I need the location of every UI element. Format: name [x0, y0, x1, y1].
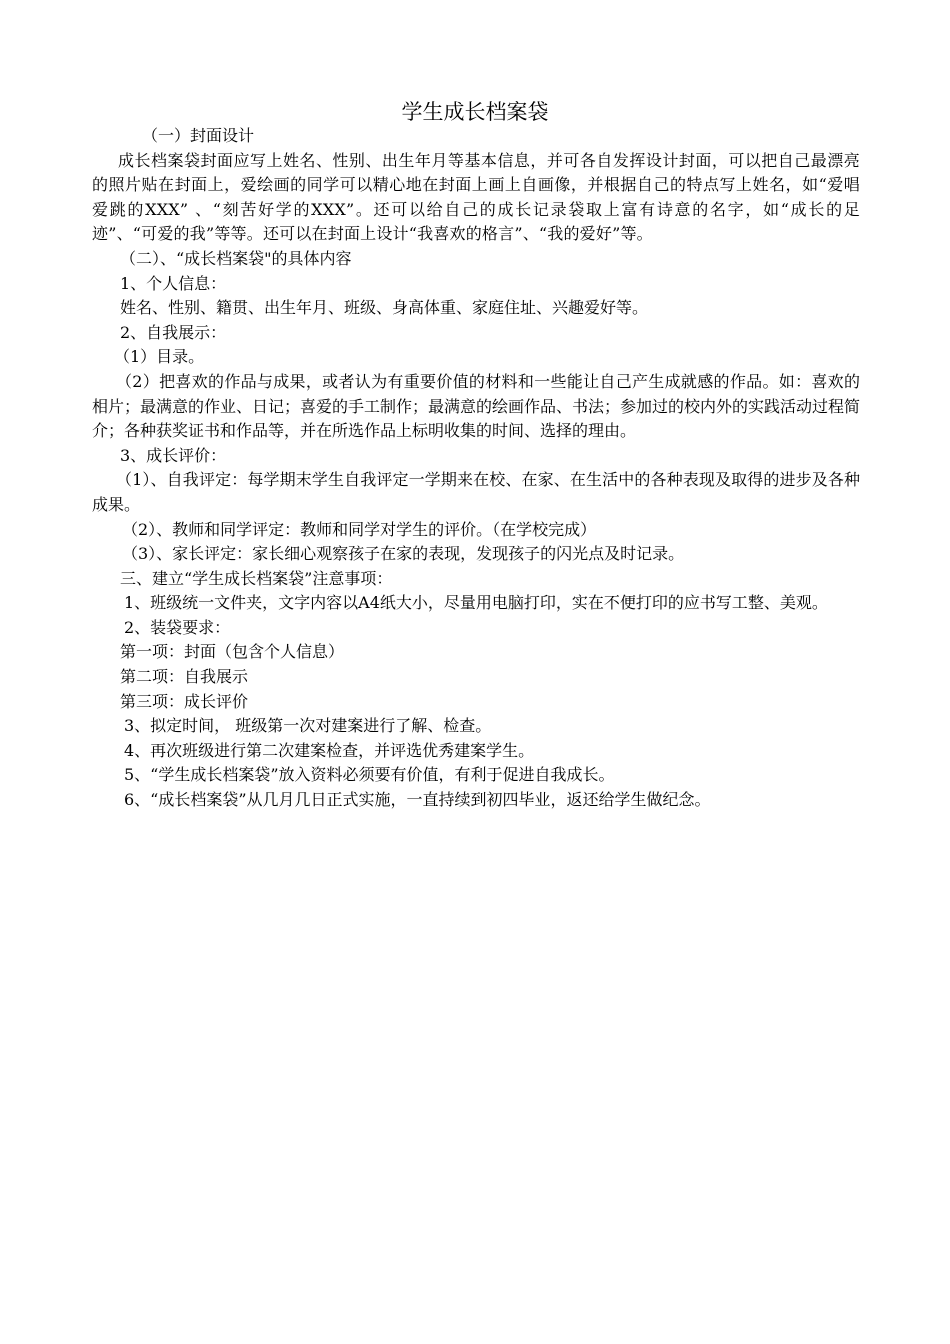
section-heading-notes: 三、建立“学生成长档案袋”注意事项： [120, 568, 393, 588]
document-body [92, 124, 860, 813]
subitem-parent-assessment: （3）、家长评定：家长细心观察孩子在家的表现，发现孩子的闪光点及时记录。 [122, 544, 685, 564]
subitem-contents: （1）目录。 [114, 347, 205, 367]
item-growth-evaluation: 3、成长评价： [120, 445, 227, 465]
item-personal-info: 1、个人信息： [120, 273, 227, 293]
bagging-item-2: 第二项：自我展示 [120, 667, 249, 687]
section-heading-content: （二）、“成长档案袋"的具体内容 [120, 248, 352, 268]
personal-info-list: 姓名、性别、籍贯、出生年月、班级、身高体重、家庭住址、兴趣爱好等。 [120, 298, 649, 318]
bagging-item-1: 第一项：封面（包含个人信息） [120, 642, 345, 662]
note-folder: 1、班级统一文件夹，文字内容以A4纸大小，尽量用电脑打印，实在不便打印的应书写工整、美观。 [124, 593, 828, 613]
subitem-works-paragraph: （2）把喜欢的作品与成果，或者认为有重要价值的材料和一些能让自己产生成就感的作品。如：喜欢的相片；最满意的作业、日记；喜爱的手工制作；最满意的绘画作品、书法；参加过的校内外的实践活动过程简介；各种获奖证书和作品等，并在所选作品上标明收集的时间、选择的理由。 [92, 371, 861, 441]
bagging-item-3: 第三项：成长评价 [120, 691, 249, 711]
subitem-self-assessment: （1）、自我评定：每学期末学生自我评定一学期来在校、在家、在生活中的各种表现及取得的进步及各种成果。 [92, 470, 860, 514]
note-bagging-requirements: 2、装袋要求： [124, 617, 231, 637]
document-title: 学生成长档案袋 [401, 100, 549, 124]
item-self-display: 2、自我展示： [120, 322, 227, 342]
subitem-teacher-assessment: （2）、教师和同学评定：教师和同学对学生的评价。（在学校完成） [122, 519, 597, 539]
note-valuable-materials: 5、“学生成长档案袋”放入资料必须要有价值，有利于促进自我成长。 [124, 765, 615, 785]
section-heading-cover: （一）封面设计 [142, 126, 255, 145]
note-schedule: 3、拟定时间， 班级第一次对建案进行了解、检查。 [124, 716, 492, 736]
note-implementation: 6、“成长档案袋”从几月几日正式实施，一直持续到初四毕业，返还给学生做纪念。 [124, 790, 711, 810]
cover-paragraph: 成长档案袋封面应写上姓名、性别、出生年月等基本信息，并可各自发挥设计封面，可以把自己最漂亮的照片贴在封面上，爱绘画的同学可以精心地在封面上画上自画像，并根据自己的特点写上姓名，如“爱唱爱跳的XXX” 、“刻苦好学的XXX”。还可以给自己的成长记录袋取上富有诗意的名字，如“成长的足迹”、“可爱的我”等等。还可以在封面上设计“我喜欢的格言”、“我的爱好”等。 [92, 150, 860, 244]
note-second-check: 4、再次班级进行第二次建案检查，并评选优秀建案学生。 [124, 740, 535, 760]
